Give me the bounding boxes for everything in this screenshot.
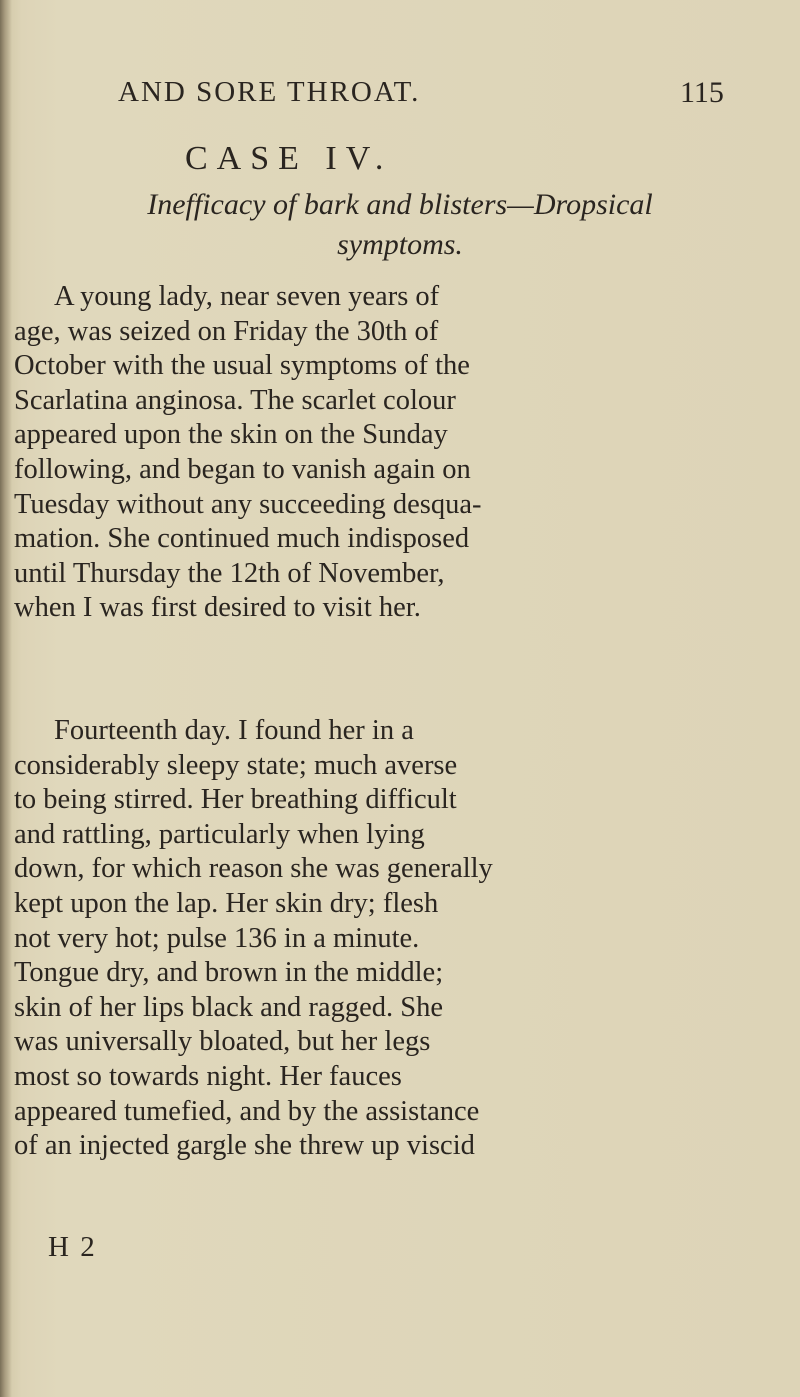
text-line: kept upon the lap. Her skin dry; flesh	[14, 887, 439, 919]
text-line: until Thursday the 12th of November,	[14, 557, 445, 589]
text-line: when I was first desired to visit her.	[14, 592, 421, 624]
text-line: and rattling, particularly when lying	[14, 818, 425, 850]
text-line: Tongue dry, and brown in the middle;	[14, 957, 444, 989]
text-line: age, was seized on Friday the 30th of	[14, 315, 439, 347]
text-line: appeared tumefied, and by the assistance	[14, 1095, 480, 1127]
text-line: Tuesday without any succeeding desqua-	[14, 488, 482, 520]
subtitle-line: Inefficacy of bark and blisters—Dropsical	[147, 188, 653, 221]
text-line: most so towards night. Her fauces	[14, 1060, 402, 1092]
text-line: skin of her lips black and ragged. She	[14, 991, 443, 1023]
running-head: AND SORE THROAT.	[118, 76, 421, 108]
page-number: 115	[680, 76, 724, 109]
text-line: following, and began to vanish again on	[14, 453, 471, 485]
text-line: down, for which reason she was generally	[14, 853, 493, 885]
case-subtitle	[10, 185, 790, 265]
paragraph-onset	[14, 280, 604, 626]
case-heading: CASE IV.	[185, 140, 393, 177]
text-line: October with the usual symptoms of the	[14, 350, 470, 382]
signature-mark: H 2	[48, 1231, 97, 1263]
text-line: A young lady, near seven years of	[54, 281, 440, 312]
subtitle-line: symptoms.	[337, 228, 463, 261]
text-line: Fourteenth day. I found her in a	[54, 715, 414, 746]
text-line: mation. She continued much indisposed	[14, 523, 470, 555]
text-line: of an injected gargle she threw up viscid	[14, 1130, 475, 1162]
text-line: was universally bloated, but her legs	[14, 1026, 431, 1058]
text-line: appeared upon the skin on the Sunday	[14, 419, 448, 451]
paragraph-fourteenth-day	[14, 714, 604, 1164]
text-line: Scarlatina anginosa. The scarlet colour	[14, 384, 456, 416]
text-line: to being stirred. Her breathing difficult	[14, 784, 457, 816]
text-line: not very hot; pulse 136 in a minute.	[14, 922, 420, 954]
text-line: considerably sleepy state; much averse	[14, 749, 458, 781]
